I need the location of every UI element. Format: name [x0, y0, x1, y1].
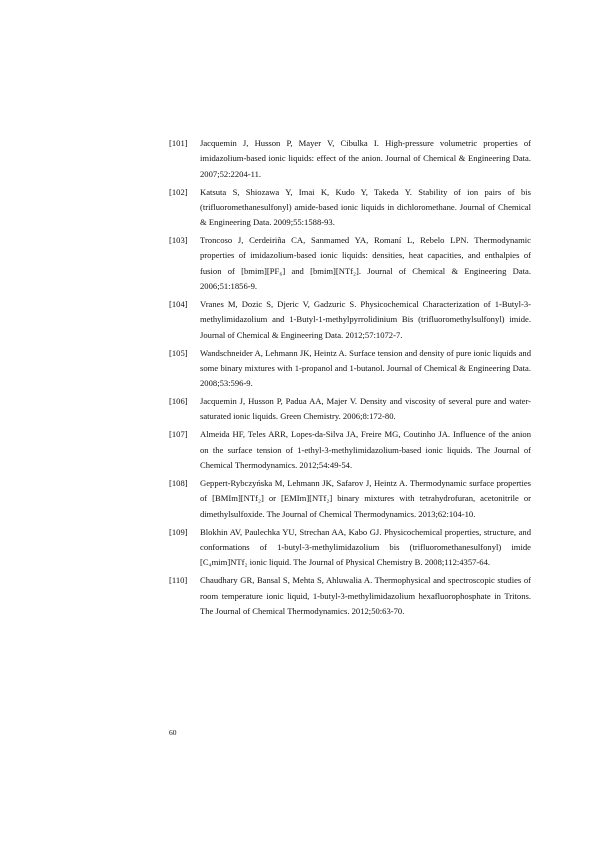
reference-number: [105]: [169, 347, 188, 358]
reference-text: Jacquemin J, Husson P, Padua AA, Majer V. Density and viscosity of several pure and water-saturated ionic liquids. Green Chemistry. 2006;8:172-80.: [200, 396, 531, 422]
reference-item: [169, 233, 531, 294]
reference-number: [109]: [169, 526, 188, 537]
reference-item: [169, 185, 531, 231]
reference-number: [101]: [169, 138, 188, 148]
reference-number: [104]: [169, 299, 188, 310]
reference-item: [169, 573, 531, 619]
reference-item: [169, 427, 531, 473]
reference-text: Wandschneider A, Lehmann JK, Heintz A. Surface tension and density of pure ionic liquids and some binary mixtures with 1-propanol and 1-butanol. Journal of Chemical & Engineering Data. 2008;53:596-9.: [200, 347, 531, 389]
reference-item: [169, 394, 531, 425]
reference-text: Vranes M, Dozic S, Djeric V, Gadzuric S. Physicochemical Characterization of 1-Butyl-3-methylimidazolium and 1-Butyl-1-methylpyrrolidinium Bis (trifluoromethylsulfonyl) imide. Journal of Chemical & Engineering Data. 2012;57:1072-7.: [200, 299, 531, 340]
reference-text: Chaudhary GR, Bansal S, Mehta S, Ahluwalia A. Thermophysical and spectroscopic studies of room temperature ionic liquid, 1-butyl-3-methylimidazolium hexafluorophosphate in Tritons. The Journal of Chemical Thermodynamics. 2012;50:63-70.: [200, 575, 531, 616]
page-number: 60: [169, 728, 177, 737]
reference-item: [169, 136, 531, 182]
reference-text: Katsuta S, Shiozawa Y, Imai K, Kudo Y, Takeda Y. Stability of ion pairs of bis (trifluoromethanesulfonyl) amide-based ionic liquids in dichloromethane. Journal of Chemical & Engineering Data. 2009;55:1588-93.: [200, 186, 531, 228]
reference-number: [110]: [169, 575, 188, 586]
reference-text: Jacquemin J, Husson P, Mayer V, Cibulka I. High-pressure volumetric properties of imidazolium-based ionic liquids: effect of the anion. Journal of Chemical & Engineering Data. 2007;52:2204-11.: [200, 138, 531, 179]
reference-text: Troncoso J, Cerdeiriña CA, Sanmamed YA, Romaní L, Rebelo LPN. Thermodynamic properties of imidazolium-based ionic liquids: densities, heat capacities, and enthalpies of fusion of [bmim][PF₆] and [bmim][NTf₂]. Journal of Chemical & Engineering Data. 2006;51:1856-9.: [200, 235, 531, 292]
reference-list: [169, 136, 531, 622]
reference-number: [107]: [169, 429, 188, 440]
reference-text: Almeida HF, Teles ARR, Lopes-da-Silva JA, Freire MG, Coutinho JA. Influence of the anion on the surface tension of 1-ethyl-3-methylimidazolium-based ionic liquids. The Journal of Chemical Thermodynamics. 2012;54:49-54.: [200, 429, 531, 471]
reference-number: [103]: [169, 235, 188, 246]
reference-number: [102]: [169, 186, 188, 197]
reference-text: Geppert-Rybczyńska M, Lehmann JK, Safarov J, Heintz A. Thermodynamic surface properties of [BMIm][NTf₂] or [EMIm][NTf₂] binary mixtures with tetrahydrofuran, acetonitrile or dimethylsulfoxide. The Journal of Chemical Thermodynamics. 2013;62:104-10.: [200, 478, 531, 519]
reference-item: [169, 525, 531, 571]
reference-item: [169, 297, 531, 343]
reference-number: [106]: [169, 396, 188, 407]
reference-item: [169, 476, 531, 522]
reference-number: [108]: [169, 478, 188, 489]
reference-item: [169, 346, 531, 392]
reference-text: Blokhin AV, Paulechka YU, Strechan AA, Kabo GJ. Physicochemical properties, structure, and conformations of 1-butyl-3-methylimidazolium bis (trifluoromethanesulfonyl) imide [C₄mim]NTf₂ ionic liquid. The Journal of Physical Chemistry B. 2008;112:4357-64.: [200, 526, 531, 568]
